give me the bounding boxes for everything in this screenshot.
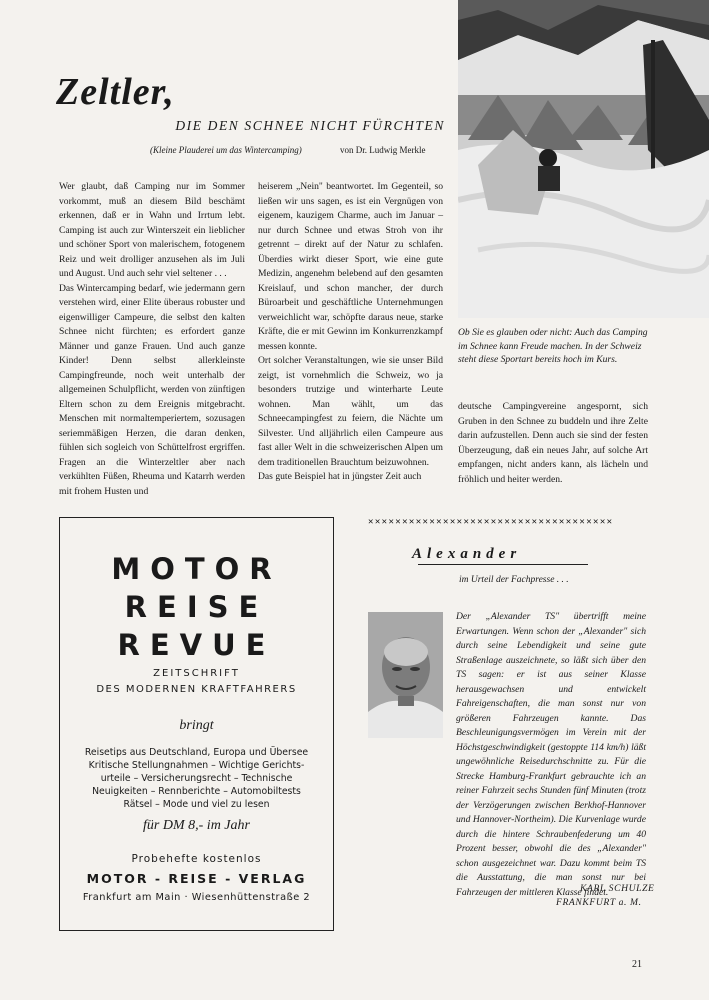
ad-title-line: MOTOR <box>111 552 282 586</box>
article-column-3 <box>458 400 648 487</box>
ad-address: Frankfurt am Main · Wiesenhüttenstraße 2 <box>82 892 311 903</box>
ad-tagline: DES MODERNEN KRAFTFAHRERS <box>96 684 297 695</box>
ad-feature-line: Kritische Stellungnahmen – Wichtige Gerichts- <box>88 760 305 771</box>
paragraph: Das Wintercamping bedarf, wie jedermann gern verstehen wird, einer Elite überaus robuster und eigenwilliger Campeure, die selbst den kalten Schnee nicht fürchten; es erfordert ganze Männer und ganze Frauen. Und auch ganze Kinder! Denn selbst allerkleinste Campingfreunde, noch weit unterhalb der allgemeinen Schulpflicht, werden von zünftigen Eltern schon zu dem Ereignis mitgebracht. Menschen mit normaltemperiertem, sozusagen seriemmäßigen Herzen, die daran denken, fühlen sich sogleich von Schüttelfrost ergriffen. Fragen an die Winterzeltler aber nach verkühlten Füßen, Rheuma und Katarrh werden mit frohem Husten und <box>59 282 245 497</box>
decorative-separator: ✕✕✕✕✕✕✕✕✕✕✕✕✕✕✕✕✕✕✕✕✕✕✕✕✕✕✕✕✕✕✕✕✕✕✕✕ <box>368 517 614 527</box>
ad-price: für DM 8,- im Jahr <box>143 818 250 833</box>
quote-author: KARL SCHULZE <box>580 883 655 894</box>
alexander-logo: Alexander <box>412 546 522 562</box>
paragraph: deutsche Campingvereine angespornt, sich Gruben in den Schnee zu buddeln und ihre Zelte darin aufzustellen. Denn auch sie sind der festen Überzeugung, daß ein neues Jahr, auf solche Art empfangen, nicht anders kann, als lächeln und fröhlich und heiter werden. <box>458 401 648 485</box>
ad-probehefte: Probehefte kostenlos <box>131 853 262 865</box>
ad-title-line: REISE <box>124 590 269 624</box>
article-column-2 <box>258 180 443 485</box>
ad-feature-line: Rätsel – Mode und viel zu lesen <box>123 799 270 810</box>
ad-feature-line: Reisetips aus Deutschland, Europa und Übersee <box>84 747 309 758</box>
ad-publisher: MOTOR - REISE - VERLAG <box>86 871 307 886</box>
ad-feature-line: Neuigkeiten – Rennberichte – Automobiltests <box>92 786 301 797</box>
article-subtitle: DIE DEN SCHNEE NICHT FÜRCHTEN <box>175 118 445 133</box>
motor-reise-revue-ad <box>59 517 334 931</box>
article-author: von Dr. Ludwig Merkle <box>340 145 426 155</box>
logo-underline <box>418 564 588 565</box>
paragraph: Ort solcher Veranstaltungen, wie sie unser Bild zeigt, ist vornehmlich die Schweiz, wo ja besonders trutzige und winterharte Leute wohnen. Man wählt, um das Schneecampingfest zu feiern, die Nächte um Silvester. Und alljährlich eilen Campeure aus fast aller Welt in die schweizerischen Alpen um dem traditionellen Brauchtum beizuwohnen. <box>258 355 443 468</box>
ad-feature-line: urteile – Versicherungsrecht – Technische <box>100 773 293 784</box>
ad-title-line: REVUE <box>117 628 276 662</box>
page-number: 21 <box>632 959 642 970</box>
winter-camping-photo <box>458 0 709 318</box>
press-quote: Der „Alexander TS" übertrifft meine Erwartungen. Wenn schon der „Alexander" sich durch seine Lebendigkeit und seine gute Straßenlage auszeichnete, so läßt sich über den TS sagen: er ist aus seiner Klasse herausgewachsen und entwickelt Fahreigenschaften, die man sonst nur von größeren Fahrzeugen kannte. Das Beschleunigungsvermögen im Verein mit der Höchstgeschwindigkeit (gestoppte 114 km/h) läßt ungewöhnliche Reisedurchschnitte zu. Für die Strecke Hamburg-Frankfurt gebrauchte ich an reiner Fahrzeit sechs Stunden fünf Minuten (trotz der Verzögerungen zwischen Berkhof-Hannover und Hannover-Northeim). Die Kurvenlage wurde durch die hintere Schraubenfederung um 40 Prozent besser, obwohl die des „Alexander" schon ausgezeichnet war. Dazu kommt beim TS die Ausstattung, die man sonst nur bei Fahrzeugen der mittleren Klasse findet. <box>456 611 646 898</box>
paragraph: heiserem „Nein" beantwortet. Im Gegenteil, so ließen wir uns sagen, es ist ein Vergnügen von eigenem, kauzigem Charme, auch im Januar – nur durch Schnee und etwas Stroh von ihr getrennt – direkt auf der Natur zu schlafen. Überdies wirkt dieser Sport, wie eine gute Medizin, angenehm belebend auf den gesamten Kreislauf, und schon mancher, der durch Büroarbeit und geschäftliche Unternehmungen verweichlicht war, schöpfte daraus neue, starke Kräfte, die er mit Gewinn im Konkurrenzkampf messen konnte. <box>258 181 443 352</box>
portrait-photo <box>368 612 443 738</box>
ad-bringt: bringt <box>179 718 214 733</box>
paragraph: Wer glaubt, daß Camping nur im Sommer vorkommt, muß an diesem Bild beschämt erkennen, daß er in Wahn und Irrtum lebt. Camping ist auch zur Winterszeit ein lieblicher und schöner Sport von malerischem, fotogenem Reiz und weit drolliger anzusehen als im Juli und August. Und auch sehr viel seltener . . . <box>59 181 245 279</box>
article-parenthetical: (Kleine Plauderei um das Wintercamping) <box>150 145 302 155</box>
photo-caption: Ob Sie es glauben oder nicht: Auch das Camping im Schnee kann Freude machen. In der Schweiz steht diese Sportart bereits hoch im Kurs. <box>458 327 648 365</box>
ad-zeitschrift: ZEITSCHRIFT <box>153 668 240 679</box>
quote-city: FRANKFURT a. M. <box>556 897 642 908</box>
article-title: Zeltler, <box>56 71 175 113</box>
article-column-1 <box>59 180 245 499</box>
ad-urteil: im Urteil der Fachpresse . . . <box>459 575 569 585</box>
paragraph: Das gute Beispiel hat in jüngster Zeit auch <box>258 471 422 482</box>
